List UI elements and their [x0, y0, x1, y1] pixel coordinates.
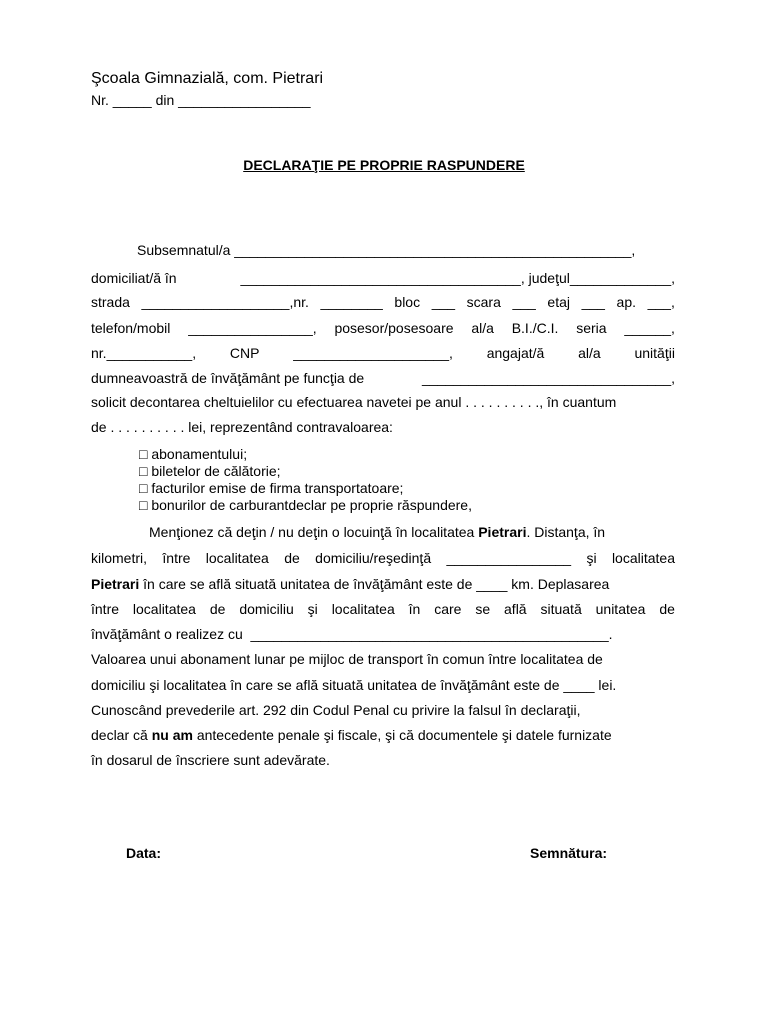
- w: învăţământ o realizez cu ______________________________________________.: [91, 626, 613, 642]
- list-item: □ biletelor de călătorie;: [139, 463, 281, 479]
- w: strada: [91, 294, 130, 310]
- w: în care se află situată unitatea de învăţământ este de ____ km. Deplasarea: [139, 576, 610, 592]
- list-item: □ facturilor emise de firma transportatoare;: [139, 480, 404, 496]
- w: şi: [586, 550, 597, 566]
- p2-line-9: [91, 726, 675, 744]
- p1-line-4: [91, 319, 675, 337]
- w: află: [504, 601, 527, 617]
- signature-label: Semnătura:: [530, 845, 608, 861]
- p1-line-6: [91, 369, 675, 387]
- w: localitatea: [331, 601, 395, 617]
- p2-line-2: [91, 549, 675, 567]
- w: angajat/ă: [486, 345, 545, 361]
- w: se: [475, 601, 491, 617]
- list-item: □ abonamentului;: [139, 446, 248, 462]
- w: în: [408, 601, 421, 617]
- w: în dosarul de înscriere sunt adevărate.: [91, 752, 330, 768]
- p1-line-2-a: domiciliat/ă în: [91, 270, 177, 286]
- w: Menţionez că deţin / nu deţin o locuinţă în localitatea: [149, 524, 479, 540]
- w: etaj: [547, 294, 570, 310]
- p1-line-3: [91, 293, 675, 311]
- emphasis: nu am: [151, 727, 193, 743]
- w: ___,: [647, 294, 675, 310]
- w: antecedente penale şi fiscale, şi că documentele şi datele furnizate: [192, 727, 612, 743]
- w: ___: [431, 294, 456, 310]
- w: nr.___________,: [91, 345, 197, 361]
- list-item: □ bonurilor de carburantdeclar pe proprie răspundere,: [139, 497, 472, 513]
- p2-line-6: [91, 650, 675, 668]
- p2-line-4: [91, 600, 675, 618]
- w: . Distanţa, în: [526, 524, 606, 540]
- w: domiciliu şi localitatea în care se află situată unitatea de învăţământ este de ____ lei.: [91, 677, 617, 693]
- p1-line-7: [91, 393, 675, 411]
- w: B.I./C.I.: [511, 320, 559, 336]
- w: al/a: [578, 345, 601, 361]
- w: localitatea: [132, 601, 196, 617]
- p1-line-8: [91, 418, 675, 436]
- w: localitatea: [205, 550, 269, 566]
- w: Valoarea unui abonament lunar pe mijloc de transport în comun între localitatea de: [91, 651, 603, 667]
- w: de: [659, 601, 675, 617]
- p2-line-1: [149, 523, 675, 541]
- w: de: [284, 550, 300, 566]
- w: domiciliu/reşedinţă: [315, 550, 432, 566]
- expense-type-list: [139, 446, 472, 514]
- w: şi: [307, 601, 318, 617]
- w: declar că: [91, 727, 152, 743]
- w: unitatea: [595, 601, 646, 617]
- w: care: [434, 601, 462, 617]
- w: scara: [466, 294, 501, 310]
- w: seria: [576, 320, 607, 336]
- w: unităţii: [634, 345, 675, 361]
- w: de: [209, 601, 226, 617]
- w: de . . . . . . . . . . lei, reprezentând contravaloarea:: [91, 419, 393, 435]
- p2-line-3: [91, 575, 675, 593]
- w: CNP: [229, 345, 260, 361]
- w: bloc: [394, 294, 421, 310]
- w: ________________,: [188, 320, 317, 336]
- w: ________________: [446, 550, 572, 566]
- w: dumneavoastră de învăţământ pe funcţia de: [91, 370, 365, 386]
- w: ________: [320, 294, 383, 310]
- locality-name: Pietrari: [91, 576, 140, 592]
- date-label: Data:: [126, 845, 162, 861]
- w: kilometri,: [91, 550, 148, 566]
- w: telefon/mobil: [91, 320, 171, 336]
- registration-number-line: Nr. _____ din _________________: [91, 92, 311, 108]
- w: al/a: [471, 320, 494, 336]
- w: Cunoscând prevederile art. 292 din Codul Penal cu privire la falsul în declaraţii,: [91, 702, 581, 718]
- w: ap.: [616, 294, 637, 310]
- p2-line-5: [91, 625, 675, 643]
- w: ____________________,: [293, 345, 453, 361]
- w: ___: [512, 294, 536, 310]
- w: posesor/posesoare: [334, 320, 454, 336]
- w: solicit decontarea cheltuielilor cu efectuarea navetei pe anul . . . . . . . . . ., în cuantum: [91, 394, 617, 410]
- w: localitatea: [611, 550, 675, 566]
- p1-line-1-text: Subsemnatul/a ___________________________________________________,: [137, 242, 636, 258]
- w: ______,: [624, 320, 675, 336]
- p1-line-2-b: ____________________________________, judeţul_____________,: [240, 270, 675, 286]
- w: ___________________,nr.: [141, 294, 309, 310]
- p1-line-2: [91, 269, 675, 287]
- p2-line-8: [91, 701, 675, 719]
- p1-line-1: [91, 241, 675, 259]
- w: situată: [540, 601, 582, 617]
- w: între: [162, 550, 191, 566]
- p2-line-7: [91, 676, 675, 694]
- document-title: DECLARAŢIE PE PROPRIE RASPUNDERE: [243, 157, 525, 173]
- w: ________________________________,: [421, 370, 675, 386]
- p1-line-5: [91, 344, 675, 362]
- p2-line-10: [91, 751, 675, 769]
- w: domiciliu: [239, 601, 294, 617]
- locality-name: Pietrari: [478, 524, 527, 540]
- w: ___: [581, 294, 605, 310]
- school-name: Şcoala Gimnazială, com. Pietrari: [91, 70, 324, 87]
- w: între: [91, 601, 120, 617]
